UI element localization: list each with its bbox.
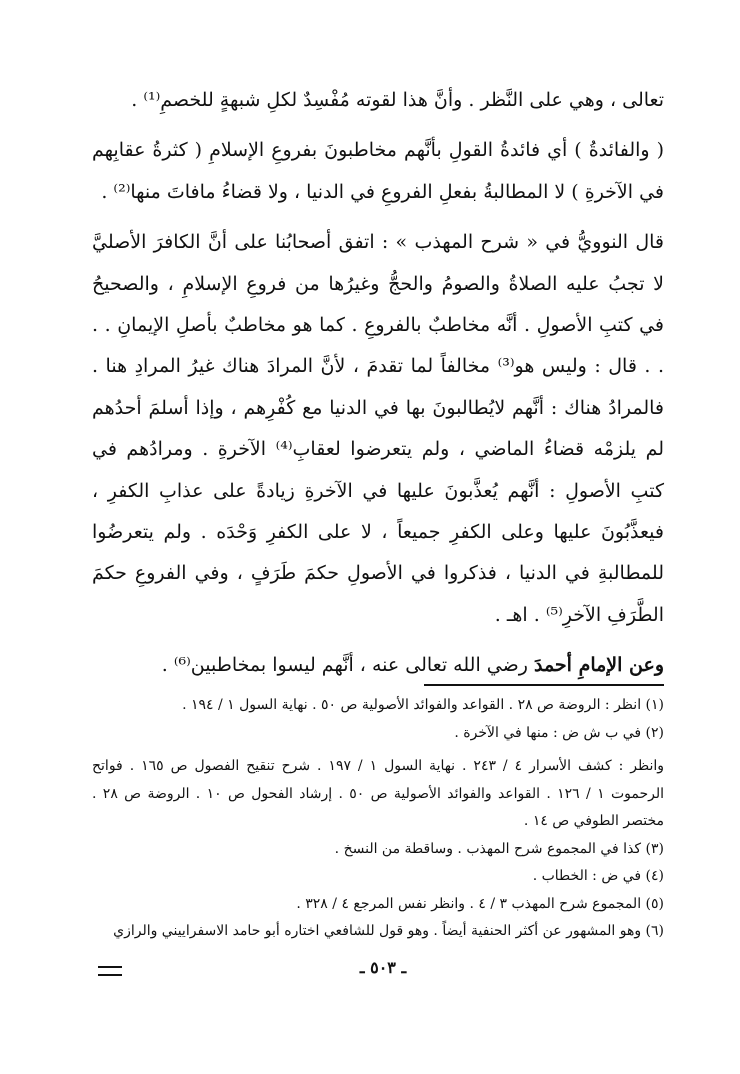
footnote-2-continued: وانظر : كشف الأسرار ٤ / ٢٤٣ . نهاية السول ١ / ١٩٧ . شرح تنقيح الفصول ص ١٦٥ . فواتح الرحموت ١ / ١٢٦ . القواعد والفوائد الأصولية ص ٥٠ . إرشاد الفحول ص ١٠ . الروضة ص ٢٨ . مختصر الطوفي ص ١٤ . bbox=[92, 758, 665, 829]
footnote-2: (٢) في ب ش ض : منها في الآخرة . bbox=[454, 724, 664, 741]
paragraph-4 bbox=[92, 645, 664, 686]
page-number: ـ ٥٠٣ ـ bbox=[359, 958, 407, 977]
page-footer bbox=[92, 958, 664, 982]
continuation-mark bbox=[98, 966, 122, 976]
paragraph-2: ( والفائدةُ ) أي فائدةُ القولِ بأنَّهم مخاطبونَ بفروعِ الإسلامِ ( كثرةُ عقابِهم في الآخرةِ ) لا المطالبةُ بفعلِ الفروعِ في الدنيا ، ولا قضاءُ مافاتَ منها⁽²⁾ . bbox=[92, 139, 664, 203]
footnotes bbox=[92, 692, 664, 946]
paragraph-4-rest: رضي الله تعالى عنه ، أنَّهم ليسوا بمخاطبين⁽⁶⁾ . bbox=[161, 654, 534, 677]
footnote-3: (٣) كذا في المجموع شرح المهذب . وساقطة من النسخ . bbox=[334, 840, 664, 857]
main-text bbox=[92, 80, 664, 687]
footnote-5: (٥) المجموع شرح المهذب ٣ / ٤ . وانظر نفس المرجع ٤ / ٣٢٨ . bbox=[296, 895, 664, 912]
imam-ahmad-label: وعن الإمامِ أحمدَ bbox=[533, 654, 664, 677]
footnote-1: (١) انظر : الروضة ص ٢٨ . القواعد والفوائد الأصولية ص ٥٠ . نهاية السول ١ / ١٩٤ . bbox=[182, 697, 664, 713]
footnote-divider bbox=[424, 684, 664, 686]
paragraph-3: قال النوويُّ في « شرح المهذب » : اتفق أصحابُنا على أنَّ الكافرَ الأصليَّ لا تجبُ عليه الصلاةُ والصومُ والحجُّ وغيرُها من فروعِ الإسلامِ ، والصحيحُ في كتبِ الأصولِ . أنَّه مخاطبٌ بالفروعِ . كما هو مخاطبٌ بأصلِ الإيمانِ . . . . قال : وليس هو⁽³⁾ مخالفاً لما تقدمَ ، لأنَّ المرادَ هناك غيرُ المرادِ هنا . فالمرادُ هناك : أنَّهم لايُطالبونَ بها في الدنيا مع كُفْرِهم ، وإذا أسلمَ أحدُهم لم يلزمْه قضاءُ الماضي ، ولم يتعرضوا لعقابِ⁽⁴⁾ الآخرةِ . ومرادُهم في كتبِ الأصولِ : أنَّهم يُعذَّبونَ عليها في الآخرةِ زيادةً على عذابِ الكفرِ ، فيعذَّبُونَ عليها وعلى الكفرِ جميعاً ، لا على الكفرِ وَحْدَه . ولم يتعرضُوا للمطالبةِ في الدنيا ، فذكروا في الأصولِ حكمَ طَرَفٍ ، وفي الفروعِ حكمَ الطَّرَفِ الآخرِ⁽⁵⁾ . اهـ . bbox=[92, 231, 665, 626]
footnote-4: (٤) في ض : الخطاب . bbox=[532, 868, 664, 884]
paragraph-1: تعالى ، وهي على النَّظر . وأنَّ هذا لقوته مُفْسِدٌ لكلِ شبهةٍ للخصمِ⁽¹⁾ . bbox=[131, 89, 664, 111]
footnote-6: (٦) وهو المشهور عن أكثر الحنفية أيضاً . وهو قول للشافعي اختاره أبو حامد الاسفراييني والرازي bbox=[113, 923, 664, 939]
